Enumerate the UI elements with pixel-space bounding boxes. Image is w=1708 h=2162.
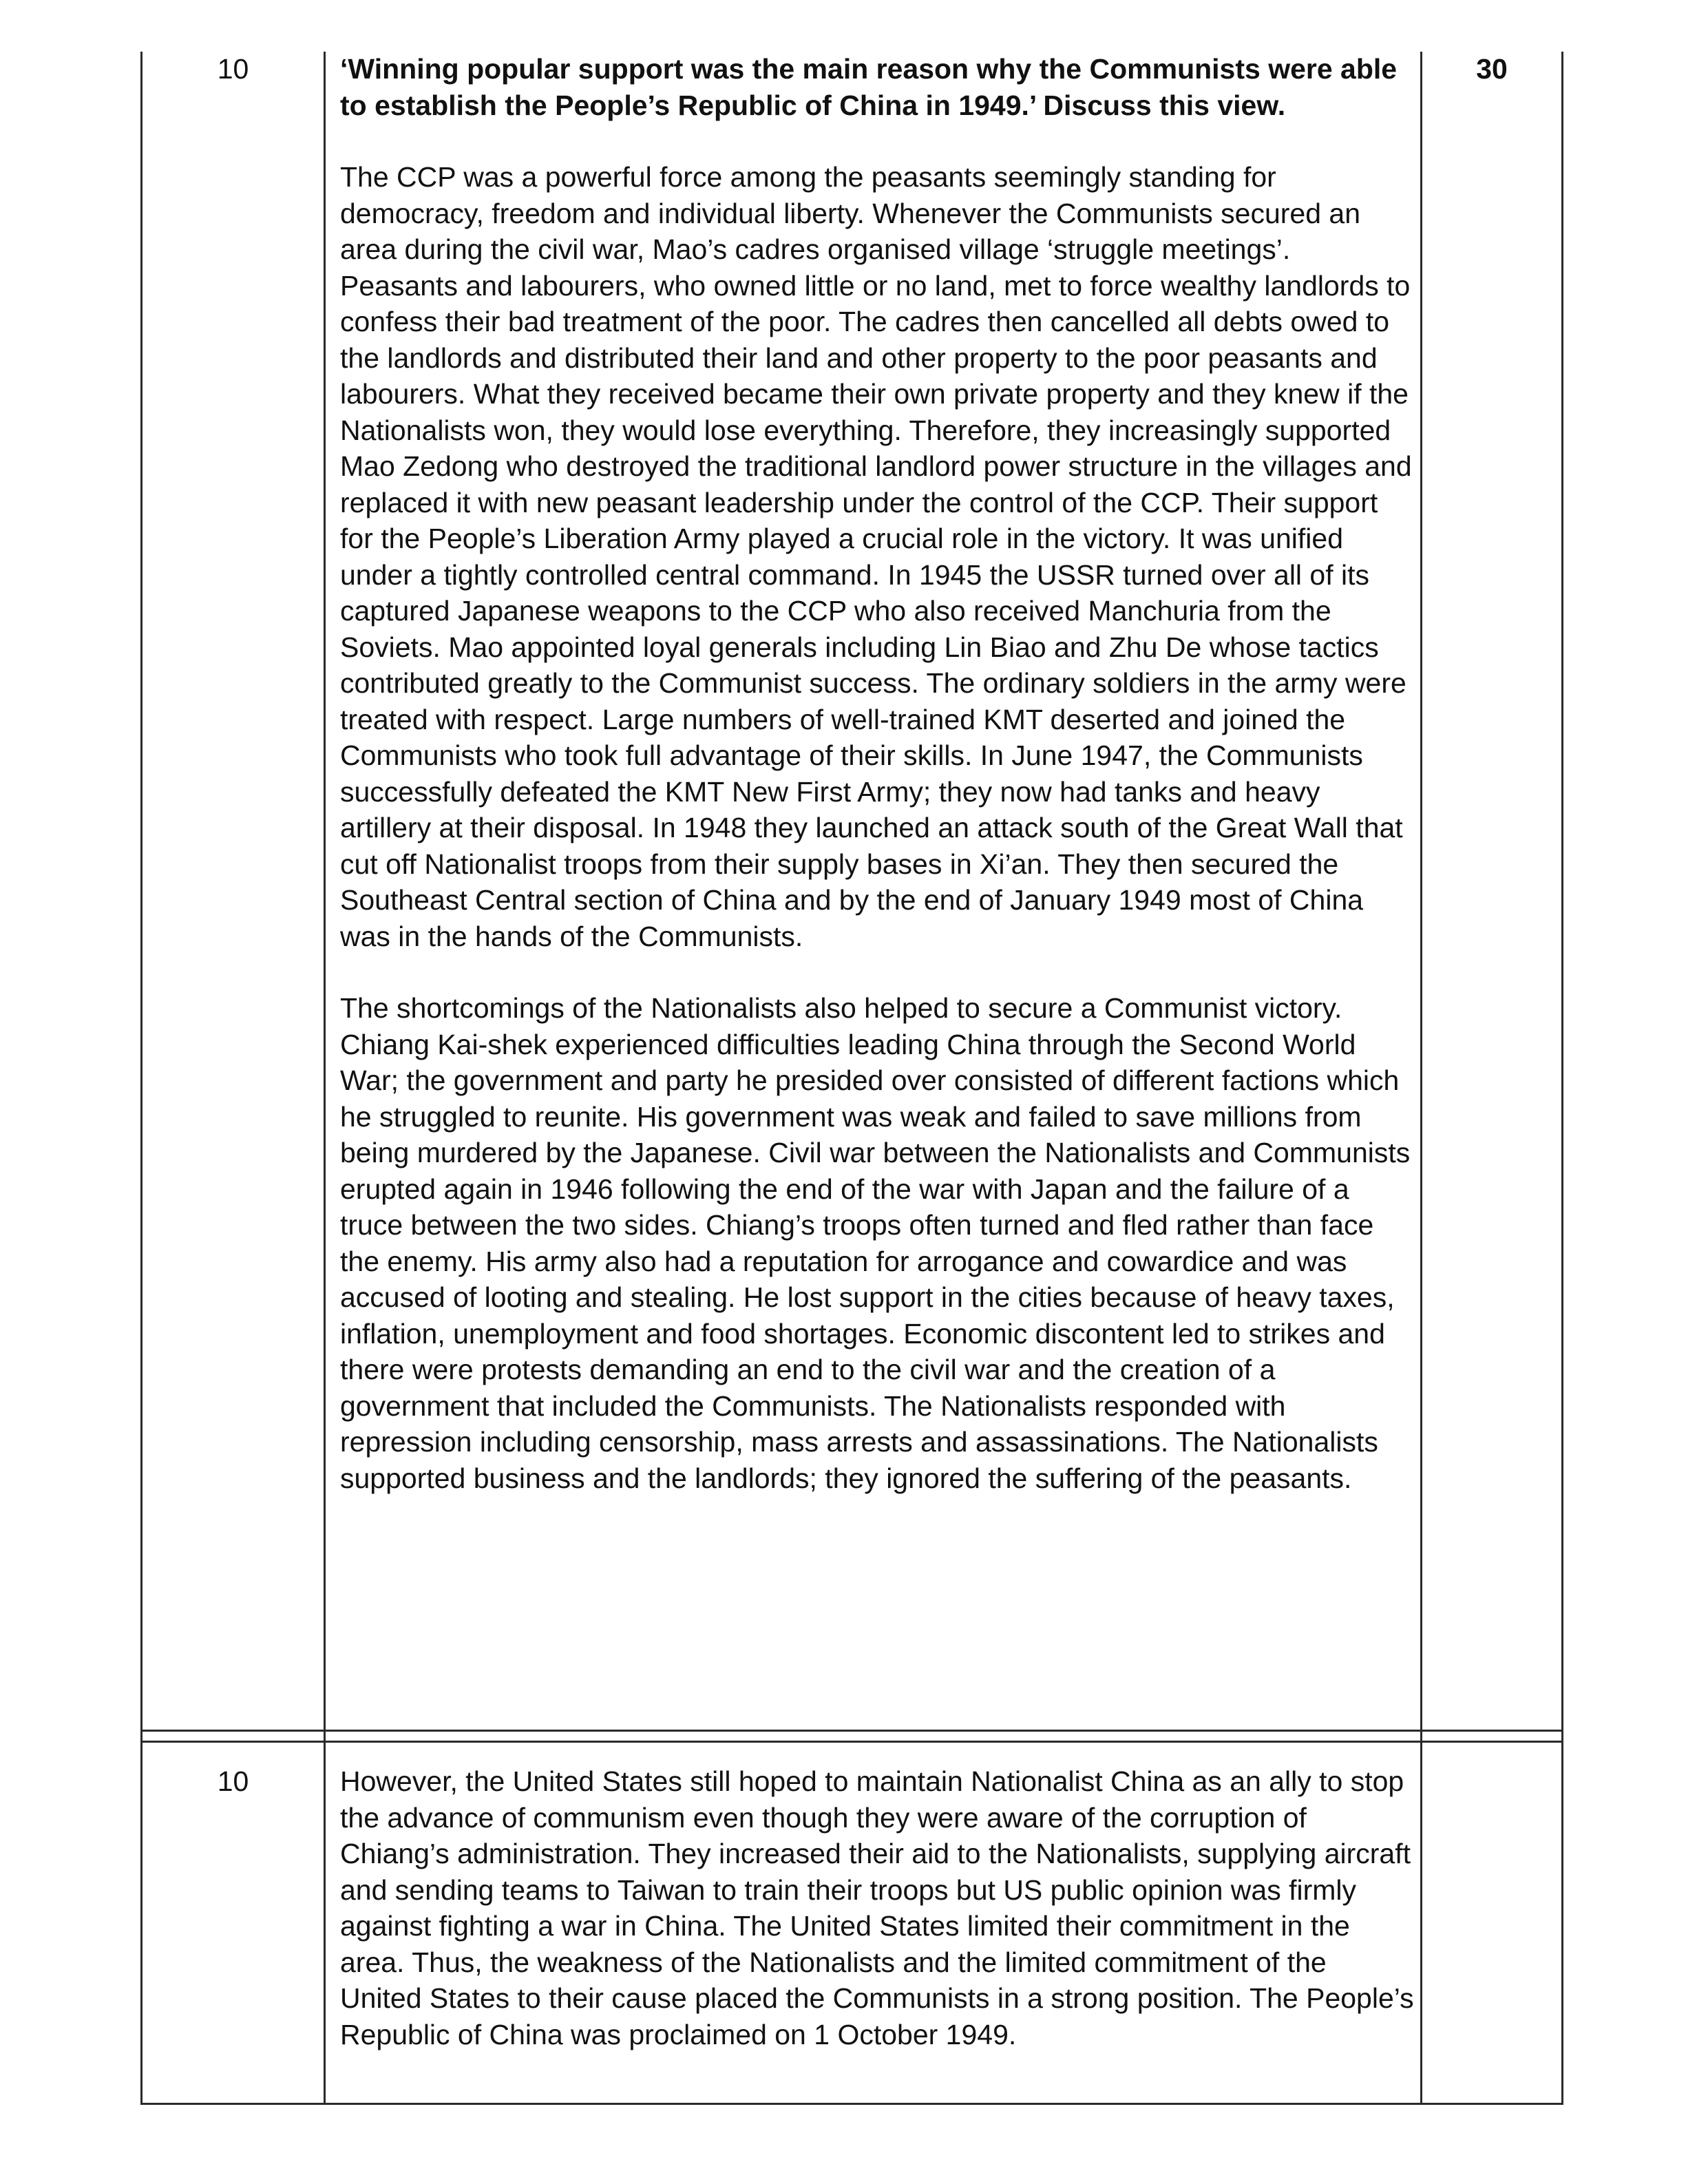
row-divider-bottom	[140, 1741, 1563, 1743]
column-divider-number	[324, 52, 326, 2105]
question-number: 10	[217, 53, 249, 85]
answer-paragraph: The CCP was a powerful force among the peasants seemingly standing for democracy, freedom and individual liberty. Whenever the Communists secured an area during the civil war, Mao’s cadres organised village ‘struggle meetings’. Peasants and labourers, who owned little or no land, met to force wealthy landlords to confess their bad treatment of the poor. The cadres then cancelled all debts owed to the landlords and distributed their land and other property to the poor peasants and labourers. What they received became their own private property and they knew if the Nationalists won, they would lose everything. Therefore, they increasingly supported Mao Zedong who destroyed the traditional landlord power structure in the villages and replaced it with new peasant leadership under the control of the CCP. Their support for the People’s Liberation Army played a crucial role in the victory. It was unified under a tightly controlled central command. In 1945 the USSR turned over all of its captured Japanese weapons to the CCP who also received Manchuria from the Soviets. Mao appointed loyal generals including Lin Biao and Zhu De whose tactics contributed greatly to the Communist success. The ordinary soldiers in the army were treated with respect. Large numbers of well-trained KMT deserted and joined the Communists who took full advantage of their skills. In June 1947, the Communists successfully defeated the KMT New First Army; they now had tanks and heavy artillery at their disposal. In 1948 they launched an attack south of the Great Wall that cut off Nationalist troops from their supply bases in Xi’an. They then secured the Southeast Central section of China and by the end of January 1949 most of China was in the hands of the Communists.	[340, 161, 1412, 952]
table-border-right	[1561, 52, 1563, 2105]
answer-content	[340, 1763, 1414, 2053]
marks-value: 30	[1476, 53, 1508, 85]
answer-content	[340, 51, 1414, 1496]
column-divider-marks	[1420, 52, 1422, 2105]
table-border-bottom	[140, 2103, 1563, 2105]
answer-paragraph: The shortcomings of the Nationalists also helped to secure a Communist victory. Chiang Kai-shek experienced difficulties leading China through the Second World War; the government and party he presided over consisted of different factions which he struggled to reunite. His government was weak and failed to save millions from being murdered by the Japanese. Civil war between the Nationalists and Communists erupted again in 1946 following the end of the war with Japan and the failure of a truce between the two sides. Chiang’s troops often turned and fled rather than face the enemy. His army also had a reputation for arrogance and cowardice and was accused of looting and stealing. He lost support in the cities because of heavy taxes, inflation, unemployment and food shortages. Economic discontent led to strikes and there were protests demanding an end to the civil war and the creation of a government that included the Communists. The Nationalists responded with repression including censorship, mass arrests and assassinations. The Nationalists supported business and the landlords; they ignored the suffering of the peasants.	[340, 992, 1411, 1494]
answer-paragraph: However, the United States still hoped to maintain Nationalist China as an ally to stop the advance of communism even though they were aware of the corruption of Chiang’s administration. They increased their aid to the Nationalists, supplying aircraft and sending teams to Taiwan to train their troops but US public opinion was firmly against fighting a war in China. The United States limited their commitment in the area. Thus, the weakness of the Nationalists and the limited commitment of the United States to their cause placed the Communists in a strong position. The People’s Republic of China was proclaimed on 1 October 1949.	[340, 1765, 1414, 2050]
row-divider-top	[140, 1730, 1563, 1732]
question-number: 10	[217, 1765, 249, 1797]
question-text: ‘Winning popular support was the main reason why the Communists were able to establish the People’s Republic of China in 1949.’ Discuss this view.	[340, 53, 1398, 121]
